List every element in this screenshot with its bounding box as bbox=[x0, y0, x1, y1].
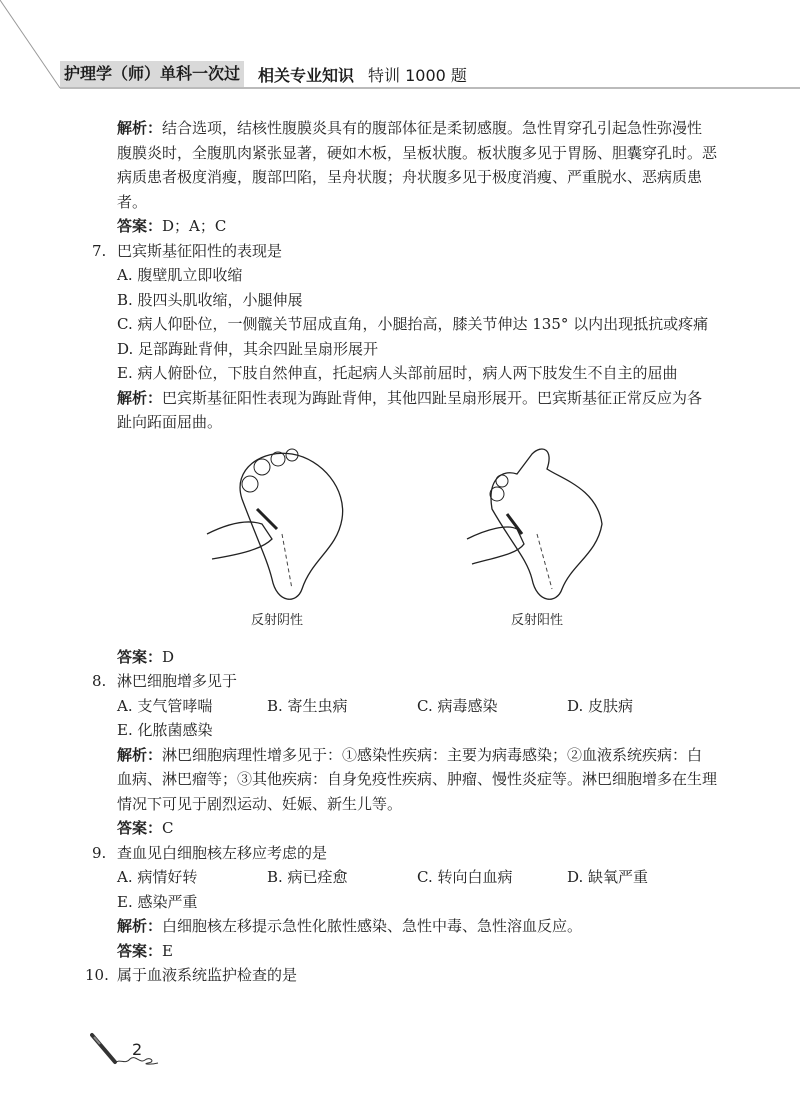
analysis-label: 解析： bbox=[117, 119, 163, 137]
options-row bbox=[92, 865, 717, 890]
analysis-label: 解析： bbox=[117, 917, 163, 935]
option: D. 缺氧严重 bbox=[567, 868, 649, 886]
analysis-text: 白细胞核左移提示急性化脓性感染、急性中毒、急性溶血反应。 bbox=[162, 917, 583, 935]
option: B. 寄生虫病 bbox=[267, 696, 348, 715]
option: C. 转向白血病 bbox=[417, 868, 513, 886]
question-number: 7. bbox=[92, 241, 107, 260]
question-9 bbox=[92, 841, 717, 866]
figure-caption: 反射阴性 bbox=[250, 612, 303, 628]
answer-value: D；A；C bbox=[162, 217, 227, 235]
question-stem: 属于血液系统监护检查的是 bbox=[117, 966, 298, 984]
header-rule bbox=[60, 87, 800, 89]
analysis bbox=[92, 914, 717, 939]
answer-value: C bbox=[162, 819, 174, 837]
running-header bbox=[60, 61, 467, 87]
analysis-text: 结合选项，结核性腹膜炎具有的腹部体征是柔韧感腹。急性胃穿孔引起急性弥漫性腹膜炎时，全腹肌肉紧张显著，硬如木板，呈板状腹。板状腹多见于胃肠、胆囊穿孔时。恶病质患者极度消瘦，腹部凹陷，呈舟状腹；舟状腹多见于极度消瘦、严重脱水、恶病质患者。 bbox=[117, 119, 718, 211]
page-footer bbox=[90, 1032, 170, 1076]
analysis-label: 解析： bbox=[117, 388, 163, 407]
question-stem: 淋巴细胞增多见于 bbox=[117, 672, 238, 690]
option: E. 感染严重 bbox=[117, 892, 198, 911]
foot-reflex-negative-illustration bbox=[202, 439, 352, 609]
options-row bbox=[92, 694, 717, 719]
analysis-label: 解析： bbox=[117, 745, 163, 764]
analysis bbox=[92, 386, 717, 435]
analysis bbox=[92, 116, 717, 214]
option: C. 病毒感染 bbox=[417, 696, 498, 715]
answer-value: E bbox=[162, 941, 173, 960]
answer bbox=[92, 816, 717, 841]
answer-label: 答案： bbox=[117, 941, 163, 960]
figure-caption: 反射阳性 bbox=[510, 612, 563, 628]
book-title: 护理学（师）单科一次过 bbox=[60, 61, 244, 87]
option: D. 皮肤病 bbox=[567, 696, 634, 715]
analysis bbox=[92, 743, 717, 817]
question-number: 9. bbox=[92, 843, 107, 862]
subject-title: 相关专业知识 bbox=[258, 65, 355, 85]
option: E. 化脓菌感染 bbox=[117, 721, 213, 739]
pen-icon bbox=[90, 1032, 170, 1072]
series-title: 特训 1000 题 bbox=[368, 65, 467, 85]
page-number: 2 bbox=[132, 1040, 143, 1059]
option: A. 腹壁肌立即收缩 bbox=[117, 266, 243, 284]
figure-positive bbox=[452, 439, 622, 634]
figure-negative bbox=[192, 439, 362, 634]
answer-label: 答案： bbox=[117, 647, 163, 666]
answer bbox=[92, 939, 717, 964]
question-8 bbox=[92, 669, 717, 694]
option: B. 病已痊愈 bbox=[267, 868, 348, 886]
option: D. 足部踇趾背伸，其余四趾呈扇形展开 bbox=[117, 339, 379, 358]
analysis-text: 淋巴细胞病理性增多见于：①感染性疾病：主要为病毒感染；②血液系统疾病：白血病、淋巴瘤等；③其他疾病：自身免疫性疾病、肿瘤、慢性炎症等。淋巴细胞增多在生理情况下可见于剧烈运动、妊娠、新生儿等。 bbox=[117, 745, 718, 813]
option: E. 病人俯卧位，下肢自然伸直，托起病人头部前屈时，病人两下肢发生不自主的屈曲 bbox=[117, 364, 678, 382]
question-stem: 查血见白细胞核左移应考虑的是 bbox=[117, 843, 328, 862]
analysis-text: 巴宾斯基征阳性表现为踇趾背伸，其他四趾呈扇形展开。巴宾斯基征正常反应为各趾向跖面屈曲。 bbox=[117, 388, 703, 431]
answer-label: 答案： bbox=[117, 217, 163, 235]
answer-value: D bbox=[162, 647, 175, 666]
foot-reflex-positive-illustration bbox=[462, 439, 612, 609]
answer-label: 答案： bbox=[117, 819, 163, 837]
option: B. 股四头肌收缩，小腿伸展 bbox=[117, 290, 303, 309]
question-7 bbox=[92, 239, 717, 264]
page-content bbox=[85, 116, 718, 988]
answer bbox=[92, 214, 717, 239]
babinski-figures bbox=[92, 435, 717, 645]
question-number: 8. bbox=[92, 672, 107, 690]
option: C. 病人仰卧位，一侧髋关节屈成直角，小腿抬高，膝关节伸达 135° 以内出现抵抗或疼痛 bbox=[117, 315, 709, 333]
question-stem: 巴宾斯基征阳性的表现是 bbox=[117, 241, 283, 260]
option: A. 病情好转 bbox=[117, 868, 198, 886]
question-10 bbox=[85, 963, 717, 988]
option: A. 支气管哮喘 bbox=[117, 696, 213, 715]
answer bbox=[92, 645, 717, 670]
question-number: 10. bbox=[85, 966, 109, 984]
